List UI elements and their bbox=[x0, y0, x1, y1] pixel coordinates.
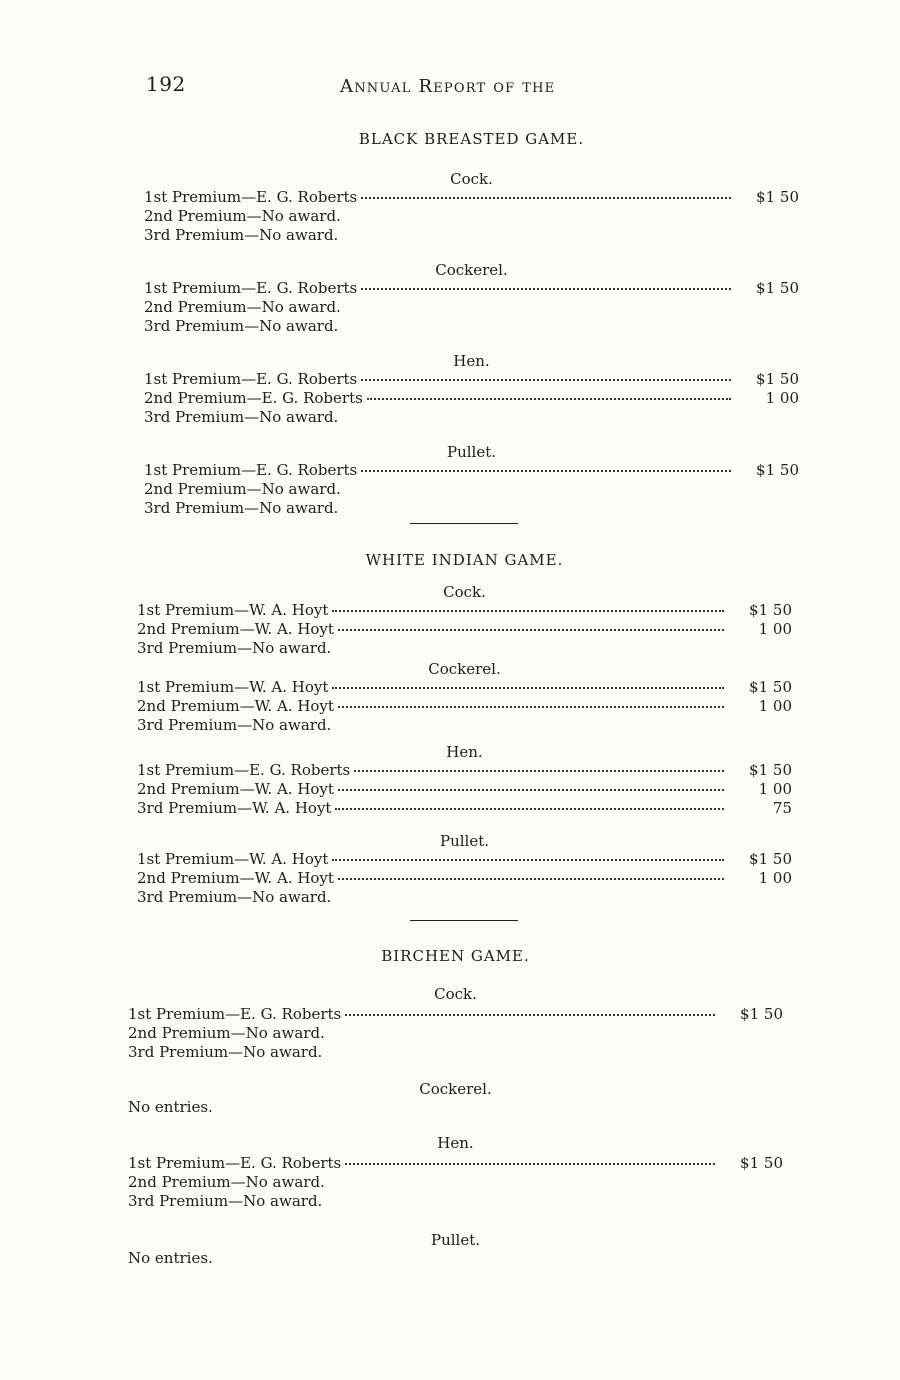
premium-entry: 2nd Premium—W. A. Hoyt 1 00 bbox=[137, 697, 792, 715]
class-title: Cockerel. bbox=[435, 261, 508, 279]
premium-entry: 3rd Premium—No award. bbox=[128, 1043, 323, 1061]
premium-entry: 1st Premium—E. G. Roberts $1 50 bbox=[128, 1005, 783, 1023]
premium-entry: 2nd Premium—No award. bbox=[144, 298, 341, 316]
premium-entry: 2nd Premium—No award. bbox=[144, 207, 341, 225]
class-title: Cock. bbox=[434, 985, 477, 1003]
section-divider bbox=[410, 523, 518, 524]
premium-entry: 1st Premium—W. A. Hoyt $1 50 bbox=[137, 850, 792, 868]
page-number: 192 bbox=[146, 72, 186, 96]
premium-entry: 1st Premium—W. A. Hoyt $1 50 bbox=[137, 601, 792, 619]
premium-entry: 2nd Premium—W. A. Hoyt 1 00 bbox=[137, 620, 792, 638]
premium-entry: 1st Premium—E. G. Roberts $1 50 bbox=[144, 188, 799, 206]
premium-entry: 3rd Premium—No award. bbox=[144, 499, 339, 517]
class-title: Pullet. bbox=[430, 1231, 481, 1249]
class-title: Hen. bbox=[453, 352, 490, 370]
section-title: BIRCHEN GAME. bbox=[381, 947, 530, 965]
premium-entry: 2nd Premium—No award. bbox=[144, 480, 341, 498]
premium-entry: 3rd Premium—No award. bbox=[137, 639, 332, 657]
class-title: Cockerel. bbox=[428, 660, 501, 678]
section-divider bbox=[410, 920, 518, 921]
section-title: BLACK BREASTED GAME. bbox=[358, 130, 585, 148]
running-head: Annual Report of the bbox=[340, 76, 556, 97]
premium-entry: 1st Premium—E. G. Roberts $1 50 bbox=[144, 461, 799, 479]
section-white-indian-game bbox=[137, 551, 792, 907]
section-birchen-game bbox=[128, 947, 783, 1267]
no-entries-note: No entries. bbox=[128, 1098, 213, 1116]
class-title: Pullet. bbox=[439, 832, 490, 850]
premium-entry: 1st Premium—W. A. Hoyt $1 50 bbox=[137, 678, 792, 696]
class-title: Hen. bbox=[446, 743, 483, 761]
premium-entry: 2nd Premium—W. A. Hoyt 1 00 bbox=[137, 780, 792, 798]
premium-entry: 3rd Premium—No award. bbox=[128, 1192, 323, 1210]
premium-entry: 3rd Premium—No award. bbox=[144, 408, 339, 426]
class-title: Cockerel. bbox=[419, 1080, 492, 1098]
premium-entry: 1st Premium—E. G. Roberts $1 50 bbox=[137, 761, 792, 779]
premium-entry: 1st Premium—E. G. Roberts $1 50 bbox=[144, 279, 799, 297]
premium-entry: 3rd Premium—No award. bbox=[144, 226, 339, 244]
premium-entry: 3rd Premium—W. A. Hoyt 75 bbox=[137, 799, 792, 817]
no-entries-note: No entries. bbox=[128, 1249, 213, 1267]
premium-entry: 2nd Premium—No award. bbox=[128, 1024, 325, 1042]
premium-entry: 1st Premium—E. G. Roberts $1 50 bbox=[128, 1154, 783, 1172]
section-black-breasted-game bbox=[144, 130, 799, 518]
class-title: Cock. bbox=[443, 583, 486, 601]
section-title: WHITE INDIAN GAME. bbox=[365, 551, 564, 569]
class-title: Pullet. bbox=[446, 443, 497, 461]
premium-entry: 2nd Premium—W. A. Hoyt 1 00 bbox=[137, 869, 792, 887]
class-title: Hen. bbox=[437, 1134, 474, 1152]
premium-entry: 2nd Premium—E. G. Roberts 1 00 bbox=[144, 389, 799, 407]
premium-entry: 3rd Premium—No award. bbox=[137, 888, 332, 906]
page-header bbox=[0, 72, 900, 102]
premium-entry: 3rd Premium—No award. bbox=[144, 317, 339, 335]
premium-entry: 3rd Premium—No award. bbox=[137, 716, 332, 734]
premium-entry: 1st Premium—E. G. Roberts $1 50 bbox=[144, 370, 799, 388]
class-title: Cock. bbox=[450, 170, 493, 188]
premium-entry: 2nd Premium—No award. bbox=[128, 1173, 325, 1191]
